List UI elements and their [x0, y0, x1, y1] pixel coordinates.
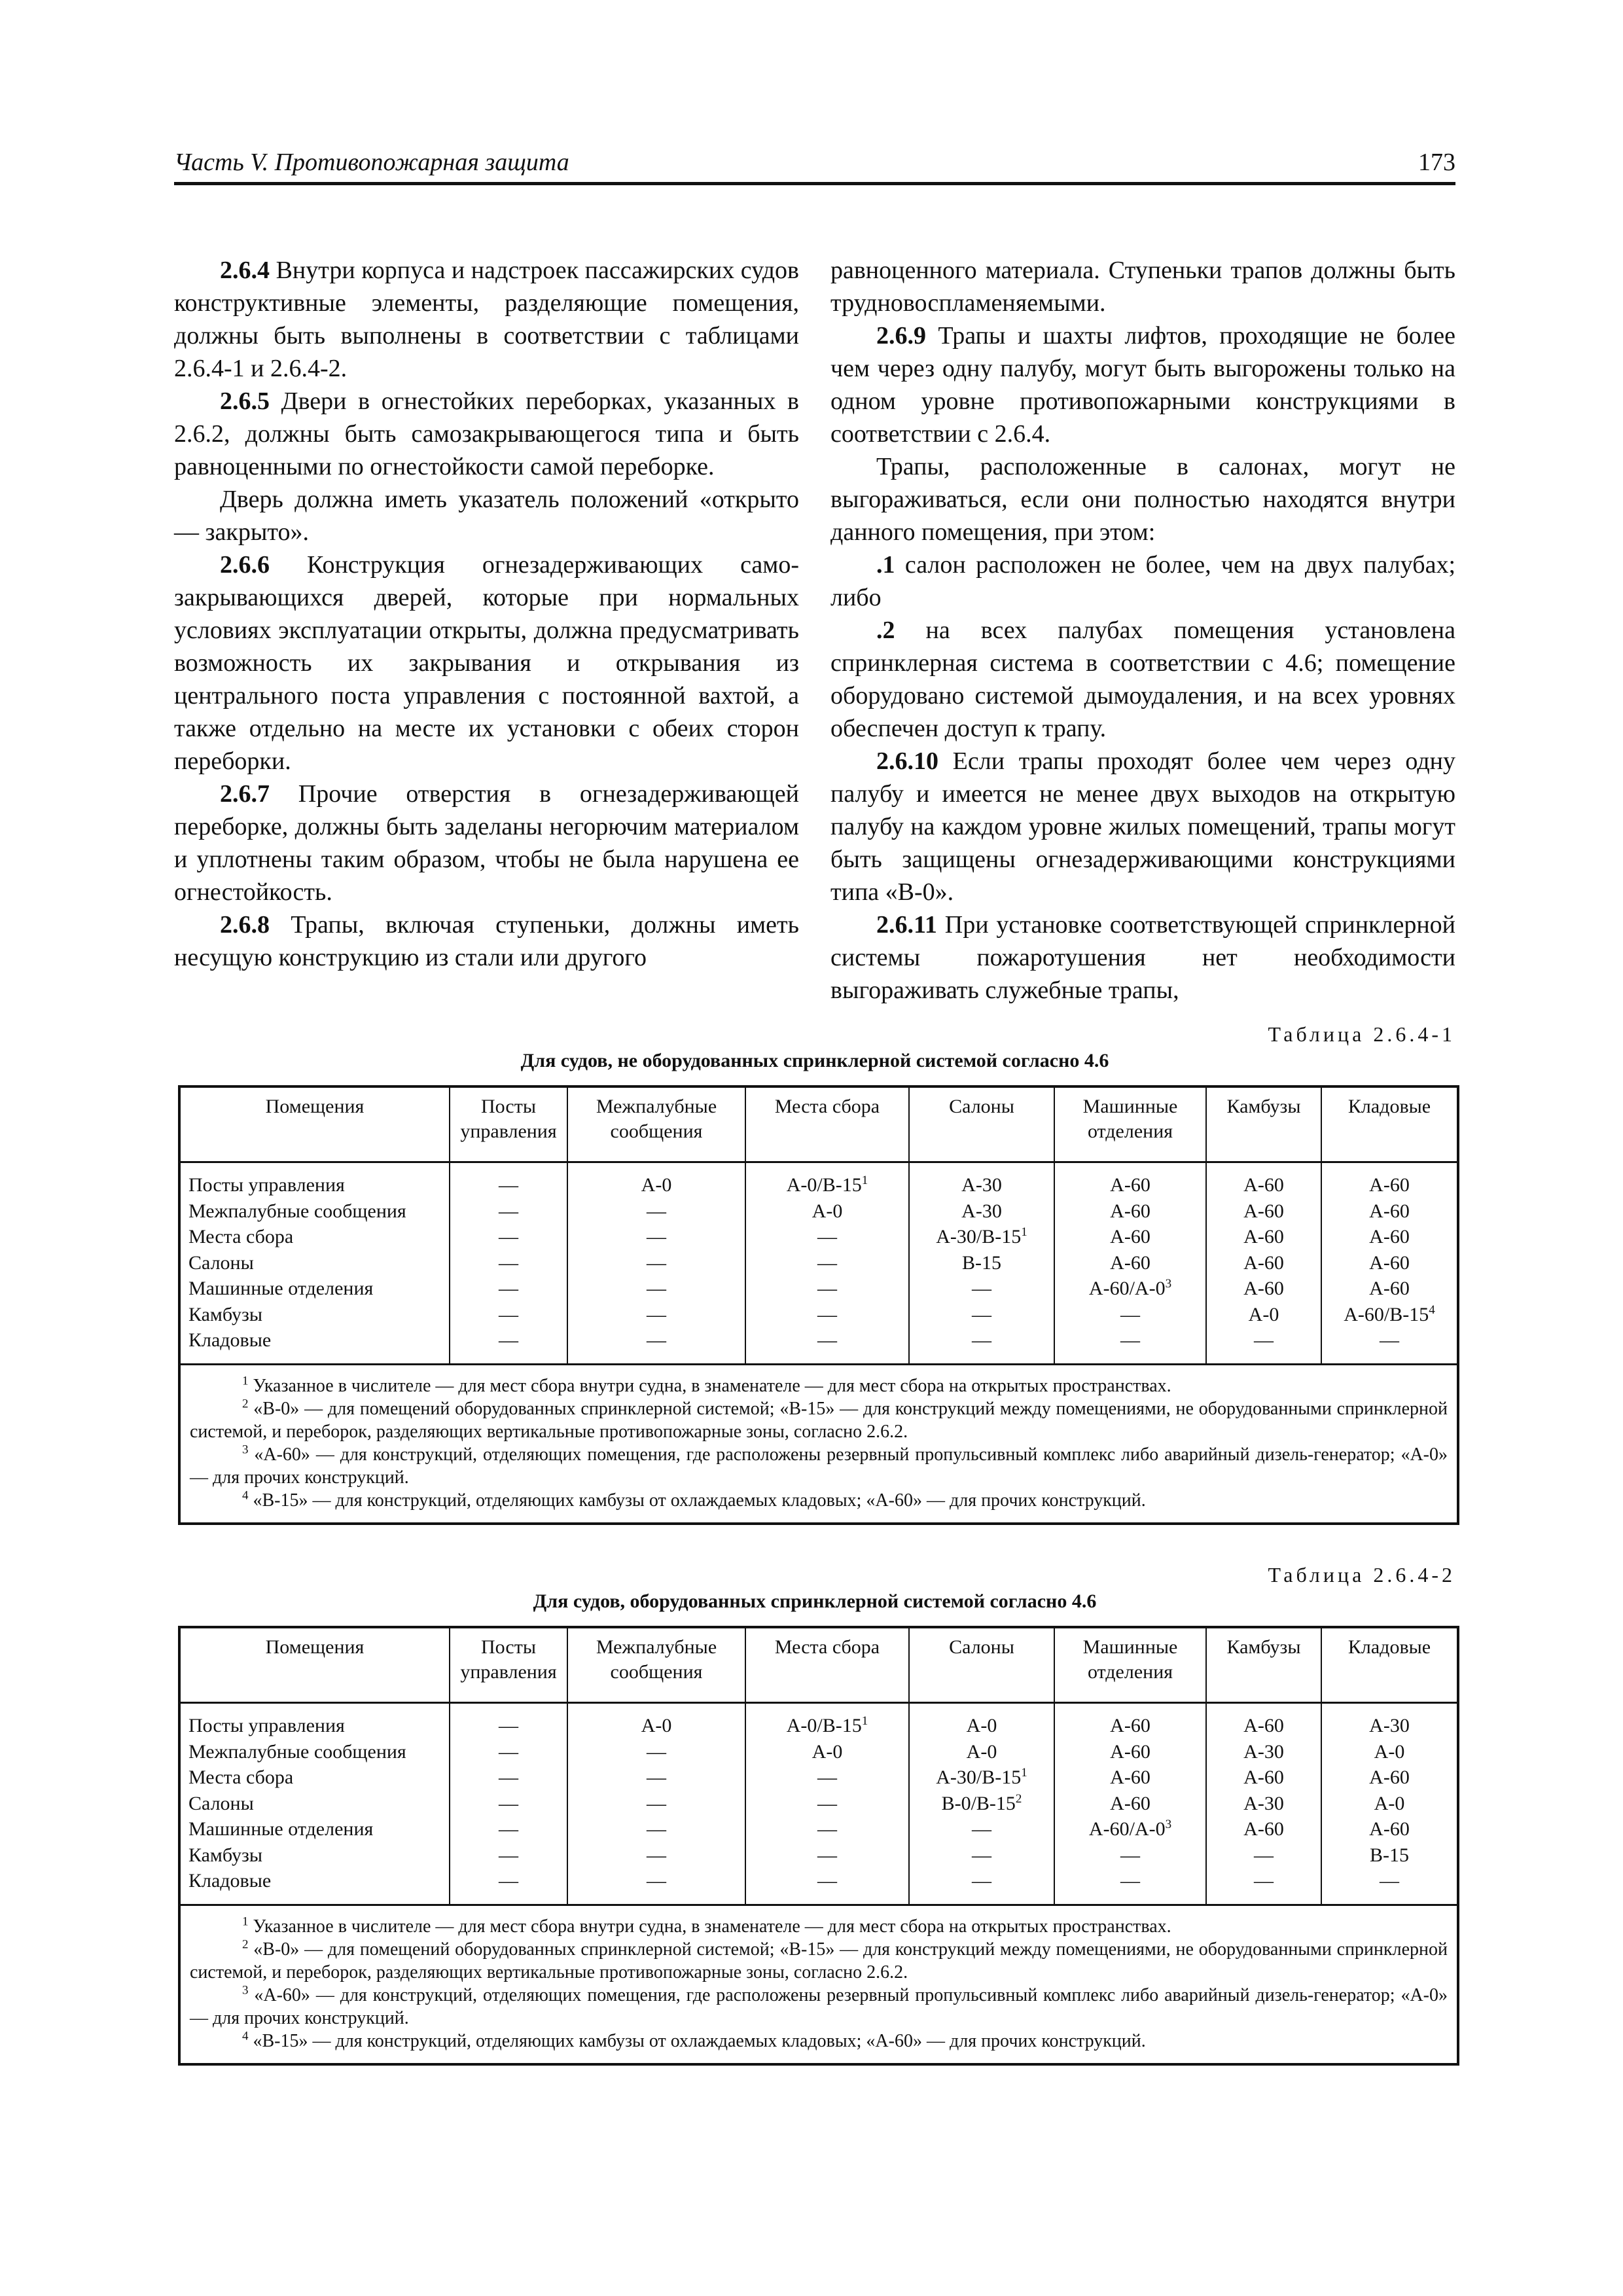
- table-2-caption: Таблица 2.6.4-2: [1268, 1563, 1455, 1587]
- table-cell: А-30: [961, 1200, 1002, 1222]
- table-header-row: [181, 1628, 1457, 1704]
- column-header: Межпалубные сообщения: [568, 1628, 746, 1702]
- table-cell: А-60: [1369, 1200, 1410, 1222]
- section-title: Часть V. Противопожарная защита: [174, 149, 569, 176]
- table-cell: —: [817, 1818, 837, 1840]
- row-label: Посты управления: [188, 1174, 345, 1196]
- clause-number: 2.6.9: [876, 322, 926, 350]
- table-cell: —: [647, 1303, 666, 1325]
- paragraph: 2.6.9 Трапы и шахты лифтов, проходящие не более чем через одну палубу, могут быть выгорожены только на одном уровне противопожарными конструкциями в соответствии с 2.6.4.: [830, 322, 1455, 448]
- clause-number: 2.6.4: [220, 257, 270, 284]
- table-cell: А-0: [1374, 1740, 1405, 1763]
- table-cell: —: [647, 1278, 666, 1299]
- table-cell: —: [817, 1226, 837, 1247]
- body-text: [174, 254, 1455, 1013]
- right-column: [830, 254, 1455, 1007]
- clause-number: .1: [876, 551, 895, 579]
- table-column: [1055, 1163, 1207, 1363]
- table-cell: —: [1120, 1329, 1140, 1351]
- column-header: Камбузы: [1207, 1628, 1322, 1702]
- table-cell: —: [499, 1278, 518, 1299]
- table-body: [181, 1704, 1457, 1906]
- table-column: [1207, 1704, 1322, 1904]
- table-cell: —: [817, 1278, 837, 1299]
- table-cell: —: [499, 1174, 518, 1196]
- paragraph: 2.6.10 Если трапы проходят более чем через одну палубу и имеется не менее двух выходов на открытую палубу на каждом уровне жилых помещений, трапы могут быть защищены огнезадерживающими конструкциями типа «В-0».: [830, 747, 1455, 906]
- column-header: Помещения: [181, 1628, 450, 1702]
- table-cell: $А-0/В-15^1$: [786, 1714, 868, 1736]
- table-cell: А-0: [966, 1715, 997, 1736]
- row-label: Камбузы: [188, 1303, 263, 1325]
- table-cell: —: [647, 1740, 666, 1763]
- table-cell: —: [1120, 1870, 1140, 1892]
- table-cell: $А-60/А-0^3$: [1088, 1277, 1172, 1299]
- table-cell: А-0: [641, 1174, 672, 1196]
- table-cell: А-60: [1369, 1278, 1410, 1299]
- paragraph: .2 на всех палубах помещения установлена спринклерная система в соответствии с 4.6; помещение оборудовано системой дымоудаления, и на всех уровнях обеспечен доступ к трапу.: [830, 617, 1455, 742]
- paragraph: Дверь должна иметь указатель положений «открыто — закрыто».: [174, 486, 799, 546]
- table-cell: А-60: [1369, 1767, 1410, 1788]
- table-cell: А-60: [1369, 1251, 1410, 1274]
- column-header: Помещения: [181, 1088, 450, 1161]
- clause-number: 2.6.10: [876, 747, 938, 775]
- table-column: [568, 1704, 746, 1904]
- footnote: $^2$ «В-0» — для помещений оборудованных спринклерной системой; «В-15» — для конструкций между помещениями, не оборудованными спринклерной системой, и переборок, разделяющих вертикальные противопожарные зоны, согласно 2.6.2.: [190, 1937, 1448, 1982]
- row-label: Машинные отделения: [188, 1278, 374, 1299]
- table-2: [178, 1626, 1459, 2066]
- table-cell: —: [499, 1329, 518, 1351]
- table-cell: А-60: [1110, 1226, 1150, 1247]
- footnote: $^1$ Указанное в числителе — для мест сбора внутри судна, в знаменателе — для мест сбора на открытых пространствах.: [242, 1914, 1171, 1937]
- table-cell: А-60: [1243, 1715, 1284, 1736]
- table-cell: $А-30/В-15^1$: [936, 1766, 1027, 1788]
- table-cell: А-60: [1243, 1251, 1284, 1274]
- table-cell: —: [499, 1818, 518, 1840]
- table-cell: —: [1254, 1844, 1274, 1866]
- footnote: $^1$ Указанное в числителе — для мест сбора внутри судна, в знаменателе — для мест сбора на открытых пространствах.: [242, 1374, 1171, 1396]
- left-column: [174, 254, 799, 974]
- table-1: [178, 1085, 1459, 1525]
- column-header: Кладовые: [1347, 1636, 1431, 1658]
- paragraph: 2.6.7 Прочие отверстия в огнезадерживающей переборке, должны быть заделаны негорючим материалом и уплотнены таким образом, чтобы не была нарушена ее огнестойкость.: [174, 780, 799, 906]
- table-cell: А-30: [1369, 1715, 1410, 1736]
- table-cell: А-60: [1110, 1792, 1150, 1814]
- table-cell: А-60: [1369, 1174, 1410, 1196]
- table-cell: А-60: [1110, 1251, 1150, 1274]
- table-1-title: Для судов, не оборудованных спринклерной системой согласно 4.6: [520, 1050, 1109, 1071]
- table-cell: —: [1254, 1870, 1274, 1892]
- table-cell: —: [499, 1303, 518, 1325]
- table-cell: $В-0/В-15^2$: [941, 1791, 1022, 1814]
- table-cell: —: [647, 1870, 666, 1892]
- table-cell: А-0: [641, 1715, 672, 1736]
- table-cell: А-0: [1248, 1303, 1279, 1325]
- column-header: Салоны: [910, 1088, 1055, 1161]
- row-label: Салоны: [188, 1251, 254, 1274]
- table-cell: —: [1380, 1870, 1399, 1892]
- table-cell: —: [817, 1870, 837, 1892]
- page-header: [174, 143, 1455, 185]
- paragraph: равноценного материала. Ступеньки трапов должны быть трудновоспламеняемыми.: [830, 257, 1455, 317]
- table-column: [910, 1704, 1055, 1904]
- table-cell: —: [647, 1767, 666, 1788]
- table-cell: А-60: [1243, 1226, 1284, 1247]
- footnote: $^4$ «В-15» — для конструкций, отделяющих камбузы от охлаждаемых кладовых; «А-60» — для прочих конструкций.: [242, 2029, 1146, 2051]
- table-cell: $А-30/В-15^1$: [936, 1225, 1027, 1247]
- table-column: [910, 1163, 1055, 1363]
- row-label: Межпалубные сообщения: [188, 1200, 406, 1222]
- table-cell: А-30: [1243, 1792, 1284, 1814]
- table-cell: —: [499, 1767, 518, 1788]
- table-cell: А-60: [1243, 1767, 1284, 1788]
- table-cell: А-0: [1374, 1792, 1405, 1814]
- table-cell: А-60: [1243, 1278, 1284, 1299]
- table-column: [450, 1704, 568, 1904]
- table-column: [1322, 1163, 1457, 1363]
- table-cell: $А-60/В-15^4$: [1344, 1302, 1435, 1325]
- table-cell: А-60: [1243, 1200, 1284, 1222]
- column-header: Машинные отделения: [1055, 1628, 1207, 1702]
- table-cell: —: [1380, 1329, 1399, 1351]
- table-cell: —: [647, 1329, 666, 1351]
- column-header: Места сбора: [746, 1088, 910, 1161]
- row-label: Межпалубные сообщения: [188, 1740, 406, 1763]
- table-cell: —: [499, 1226, 518, 1247]
- footnote: $^2$ «В-0» — для помещений оборудованных спринклерной системой; «В-15» — для конструкций между помещениями, не оборудованными спринклерной системой, и переборок, разделяющих вертикальные противопожарные зоны, согласно 2.6.2.: [190, 1397, 1448, 1442]
- column-header: Камбузы: [1207, 1088, 1322, 1161]
- column-header: Места сбора: [746, 1628, 910, 1702]
- table-cell: —: [972, 1870, 991, 1892]
- paragraph: Трапы, расположенные в салонах, могут не выгораживаться, если они полностью находятся внутри данного помещения, при этом:: [830, 453, 1455, 546]
- table-cell: А-60: [1369, 1818, 1410, 1840]
- column-header: Салоны: [910, 1628, 1055, 1702]
- column-header: Посты управления: [450, 1628, 568, 1702]
- table-cell: —: [972, 1278, 991, 1299]
- table-cell: —: [499, 1792, 518, 1814]
- table-cell: —: [1120, 1303, 1140, 1325]
- footnote: $^4$ «В-15» — для конструкций, отделяющих камбузы от охлаждаемых кладовых; «А-60» — для прочих конструкций.: [242, 1488, 1146, 1511]
- table-cell: —: [817, 1844, 837, 1866]
- table-cell: В-15: [1370, 1844, 1409, 1866]
- table-cell: —: [647, 1792, 666, 1814]
- paragraph: 2.6.6 Конструкция огнезадерживающих самозакрывающихся дверей, которые при нормальных условиях эксплуатации открыты, должна предусматривать возможность их закрывания и открывания из центрального поста управления с постоянной вахтой, а также отдельно на месте их установки с обеих сторон переборки.: [174, 551, 799, 775]
- table-column: [746, 1163, 910, 1363]
- table-cell: А-0: [966, 1740, 997, 1763]
- table-cell: А-30: [961, 1174, 1002, 1196]
- paragraph: 2.6.8 Трапы, включая ступеньки, должны иметь несущую конструкцию из стали или другого: [174, 911, 799, 971]
- page-number: 173: [1418, 149, 1455, 176]
- footnote: $^3$ «А-60» — для конструкций, отделяющих помещения, где расположены резервный пропульсивный комплекс либо аварийный дизель-генератор; «А-0» — для прочих конструкций.: [190, 1983, 1448, 2028]
- table-column: [1322, 1704, 1457, 1904]
- table-cell: —: [817, 1303, 837, 1325]
- table-cell: А-30: [1243, 1740, 1284, 1763]
- row-label: Места сбора: [188, 1226, 294, 1247]
- table-cell: $А-60/А-0^3$: [1088, 1818, 1172, 1840]
- row-label: Салоны: [188, 1792, 254, 1814]
- row-label: Камбузы: [188, 1844, 263, 1866]
- table-cell: —: [499, 1740, 518, 1763]
- table-cell: —: [499, 1844, 518, 1866]
- column-header: Межпалубные сообщения: [568, 1088, 746, 1161]
- table-cell: А-60: [1110, 1767, 1150, 1788]
- table-column: [1207, 1163, 1322, 1363]
- footnote: $^3$ «А-60» — для конструкций, отделяющих помещения, где расположены резервный пропульсивный комплекс либо аварийный дизель-генератор; «А-0» — для прочих конструкций.: [190, 1443, 1448, 1488]
- clause-number: 2.6.6: [220, 551, 270, 579]
- table-column: [181, 1704, 450, 1904]
- table-column: [746, 1704, 910, 1904]
- column-header: Кладовые: [1347, 1096, 1431, 1117]
- table-footnotes: [181, 1365, 1457, 1522]
- table-cell: В-15: [962, 1251, 1001, 1274]
- table-cell: —: [647, 1226, 666, 1247]
- row-label: Кладовые: [188, 1870, 272, 1892]
- table-column: [1055, 1704, 1207, 1904]
- table-cell: —: [972, 1329, 991, 1351]
- table-cell: —: [499, 1200, 518, 1222]
- table-body: [181, 1163, 1457, 1365]
- clause-number: 2.6.8: [220, 911, 270, 939]
- table-1-caption: Таблица 2.6.4-1: [1268, 1022, 1455, 1046]
- table-cell: —: [499, 1251, 518, 1274]
- table-cell: —: [647, 1200, 666, 1222]
- row-label: Кладовые: [188, 1329, 272, 1351]
- table-cell: —: [1120, 1844, 1140, 1866]
- table-cell: —: [647, 1844, 666, 1866]
- clause-number: 2.6.5: [220, 387, 270, 415]
- clause-number: 2.6.7: [220, 780, 270, 808]
- table-footnotes: [181, 1906, 1457, 2063]
- table-cell: —: [817, 1251, 837, 1274]
- table-column: [568, 1163, 746, 1363]
- table-cell: —: [817, 1792, 837, 1814]
- column-header: Посты управления: [450, 1088, 568, 1161]
- table-cell: —: [499, 1870, 518, 1892]
- table-cell: А-60: [1110, 1740, 1150, 1763]
- table-cell: А-60: [1243, 1174, 1284, 1196]
- table-cell: А-60: [1110, 1200, 1150, 1222]
- paragraph: 2.6.4 Внутри корпуса и надстроек пассажирских судов конструктивные элементы, разделяющие помещения, должны быть выполнены в соответствии с таблицами 2.6.4-1 и 2.6.4-2.: [174, 257, 799, 382]
- table-cell: —: [1254, 1329, 1274, 1351]
- table-cell: А-60: [1243, 1818, 1284, 1840]
- table-cell: —: [972, 1303, 991, 1325]
- table-column: [450, 1163, 568, 1363]
- table-cell: А-60: [1110, 1174, 1150, 1196]
- table-cell: —: [499, 1715, 518, 1736]
- clause-number: .2: [876, 617, 895, 644]
- table-2-title: Для судов, оборудованных спринклерной системой согласно 4.6: [533, 1590, 1097, 1612]
- table-cell: —: [972, 1818, 991, 1840]
- clause-number: 2.6.11: [876, 911, 937, 939]
- row-label: Машинные отделения: [188, 1818, 374, 1840]
- table-cell: —: [647, 1818, 666, 1840]
- paragraph: 2.6.5 Двери в огнестойких переборках, указанных в 2.6.2, должны быть самозакрывающегося типа и быть равноценными по огнестойкости самой переборке.: [174, 387, 799, 480]
- table-cell: —: [817, 1767, 837, 1788]
- table-cell: —: [647, 1251, 666, 1274]
- table-cell: —: [817, 1329, 837, 1351]
- table-cell: А-60: [1110, 1715, 1150, 1736]
- table-cell: $А-0/В-15^1$: [786, 1174, 868, 1196]
- table-cell: —: [972, 1844, 991, 1866]
- table-cell: А-0: [812, 1200, 843, 1222]
- paragraph: .1 салон расположен не более, чем на двух палубах; либо: [830, 551, 1455, 611]
- row-label: Места сбора: [188, 1767, 294, 1788]
- column-header: Машинные отделения: [1055, 1088, 1207, 1161]
- row-label: Посты управления: [188, 1715, 345, 1736]
- table-header-row: [181, 1088, 1457, 1163]
- table-column: [181, 1163, 450, 1363]
- table-cell: А-60: [1369, 1226, 1410, 1247]
- table-cell: А-0: [812, 1740, 843, 1763]
- paragraph: 2.6.11 При установке соответствующей спринклерной системы пожаротушения нет необходимости выгораживать служебные трапы,: [830, 911, 1455, 1004]
